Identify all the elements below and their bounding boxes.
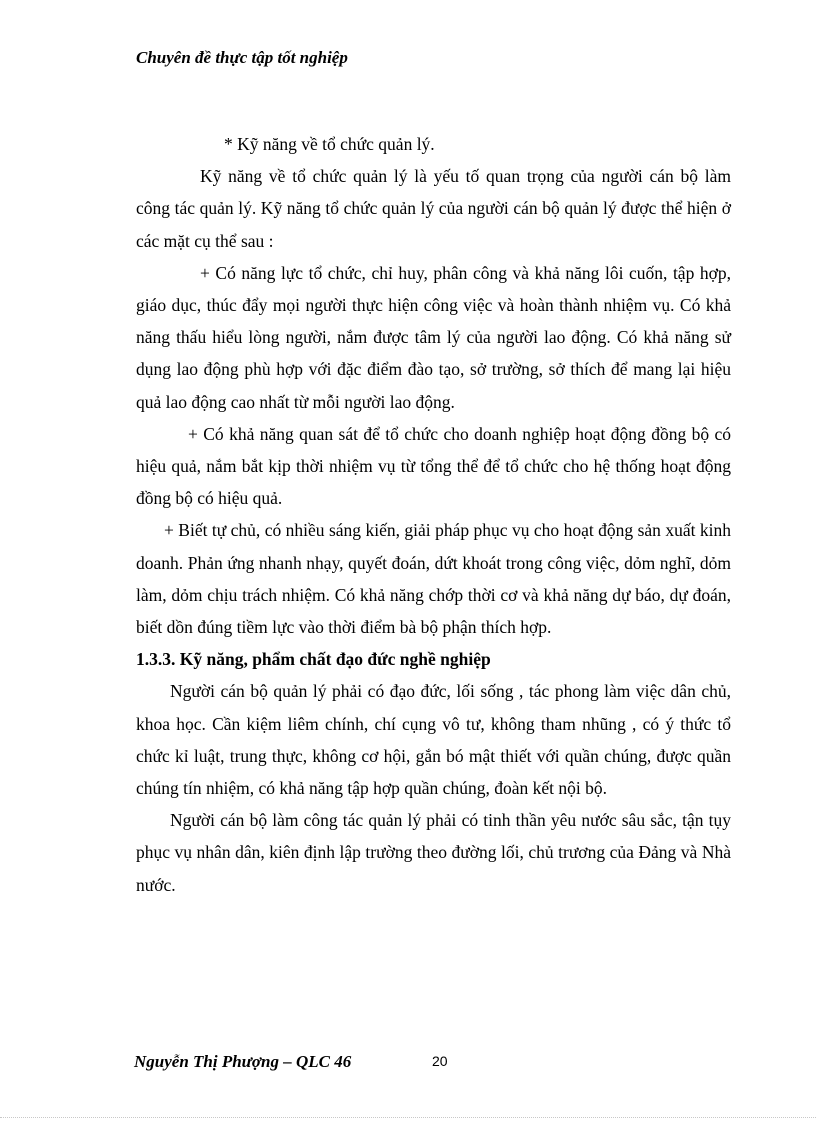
section-heading: 1.3.3. Kỹ năng, phẩm chất đạo đức nghề nghiệp [136,649,491,670]
page-header-title: Chuyên đề thực tập tốt nghiệp [136,48,348,67]
paragraph-leadership: + Có năng lực tổ chức, chỉ huy, phân công và khả năng lôi cuốn, tập hợp, giáo dục, thúc đẩy mọi người thực hiện công việc và hoàn thành nhiệm vụ. Có khả năng thấu hiểu lòng người, nắm được tâm lý của người lao động. Có khả năng sử dụng lao động phù hợp với đặc điểm đào tạo, sở trường, sở thích để mang lại hiệu quả lao động cao nhất từ mỗi người lao động. [136,262,731,412]
document-body [136,128,731,901]
page-number: 20 [432,1053,448,1069]
footer-author: Nguyễn Thị Phượng – QLC 46 [134,1052,352,1071]
paragraph-ethics: Người cán bộ quản lý phải có đạo đức, lối sống , tác phong làm việc dân chủ, khoa học. Cần kiệm liêm chính, chí cụng vô tư, không tham nhũng , có ý thức tổ chức kỉ luật, trung thực, không cơ hội, gắn bó mật thiết với quần chúng, được quần chúng tín nhiệm, có khả năng tập hợp quần chúng, đoàn kết nội bộ. [136,681,731,799]
page-bottom-divider [0,1117,816,1118]
paragraph-autonomy: + Biết tự chủ, có nhiều sáng kiến, giải pháp phục vụ cho hoạt động sản xuất kinh doanh. Phản ứng nhanh nhạy, quyết đoán, dứt khoát trong công việc, dỏm nghĩ, dỏm làm, dỏm chịu trách nhiệm. Có khả năng chớp thời cơ và khả năng dự báo, dự đoán, biết dồn đúng tiềm lực vào thời điểm bà bộ phận thích hợp. [136,520,731,638]
paragraph-patriotism: Người cán bộ làm công tác quản lý phải có tinh thần yêu nước sâu sắc, tận tụy phục vụ nhân dân, kiên định lập trường theo đường lối, chủ trương của Đảng và Nhà nước. [136,810,731,895]
bullet-heading: * Kỹ năng về tổ chức quản lý. [224,134,435,154]
paragraph-observation: + Có khả năng quan sát để tổ chức cho doanh nghiệp hoạt động đồng bộ có hiệu quả, nắm bắt kịp thời nhiệm vụ từ tổng thể để tổ chức cho hệ thống hoạt động đồng bộ có hiệu quả. [136,423,731,509]
paragraph-intro: Kỹ năng về tổ chức quản lý là yếu tố quan trọng của người cán bộ làm công tác quản lý. Kỹ năng tổ chức quản lý của người cán bộ quản lý được thể hiện ở các mặt cụ thể sau : [136,166,731,251]
